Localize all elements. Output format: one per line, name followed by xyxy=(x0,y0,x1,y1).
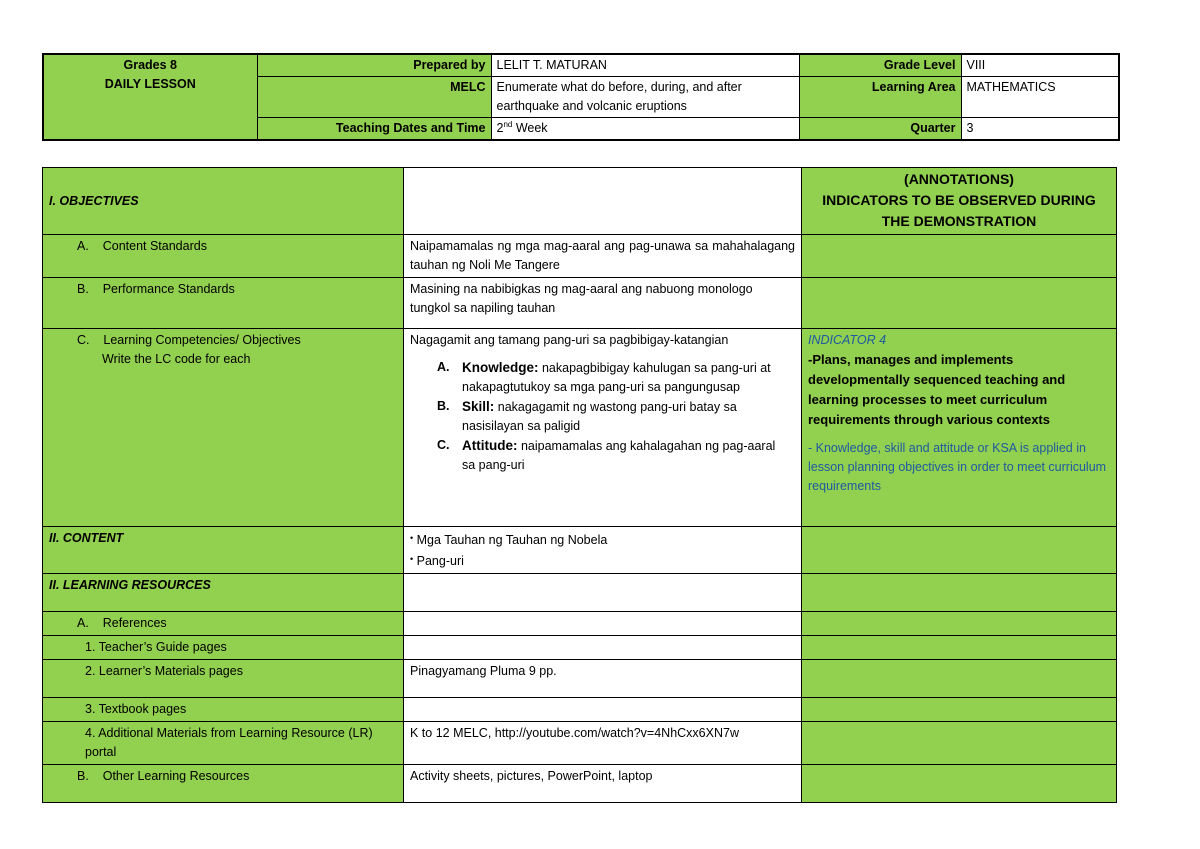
content-heading: II. CONTENT xyxy=(49,531,124,545)
grade-level-label: Grade Level xyxy=(799,54,961,77)
additional-materials-annotation xyxy=(802,722,1117,765)
quarter-label: Quarter xyxy=(799,118,961,141)
references-marker: A. xyxy=(77,616,89,630)
competencies-intro: Nagagamit ang tamang pang-uri sa pagbibigay-katangian xyxy=(410,333,729,347)
indicator-4-description: -Plans, manages and implements developmentally sequenced teaching and learning processes to meet curriculum requirements through various contexts xyxy=(808,352,1066,427)
performance-standards-label-cell xyxy=(43,278,404,329)
indicator-4-label: INDICATOR 4 xyxy=(808,333,887,347)
lesson-plan-table xyxy=(42,167,1117,803)
competencies-label: Learning Competencies/ Objectives xyxy=(103,333,301,347)
other-resources-label: Other Learning Resources xyxy=(102,769,250,783)
textbook-value xyxy=(404,698,802,722)
resources-heading-cell xyxy=(43,574,404,612)
ksa-marker: A. xyxy=(437,360,450,374)
header-table xyxy=(42,53,1120,141)
performance-standards-value: Masining na nabibigkas ng mag-aaral ang nabuong monologo tungkol sa napiling tauhan xyxy=(404,278,802,329)
other-resources-annotation xyxy=(802,765,1117,803)
textbook-label: 3. Textbook pages xyxy=(43,698,404,722)
indicator-4-note: - Knowledge, skill and attitude or KSA is applied in lesson planning objectives in order to meet curriculum requirements xyxy=(808,441,1107,493)
other-resources-marker: B. xyxy=(77,769,89,783)
content-standards-label-cell xyxy=(43,235,404,278)
annotations-heading-cell xyxy=(802,168,1117,235)
other-resources-label-cell xyxy=(43,765,404,803)
references-annotation xyxy=(802,612,1117,636)
content-value-cell xyxy=(404,527,802,574)
references-label-cell xyxy=(43,612,404,636)
additional-materials-label: 4. Additional Materials from Learning Resource (LR) portal xyxy=(43,722,404,765)
other-resources-value: Activity sheets, pictures, PowerPoint, laptop xyxy=(404,765,802,803)
learning-area-value: MATHEMATICS xyxy=(961,77,1119,118)
teaching-dates-value xyxy=(491,118,799,141)
teaching-dates-label: Teaching Dates and Time xyxy=(257,118,491,141)
ksa-item-knowledge xyxy=(410,358,789,397)
ksa-key: Attitude: xyxy=(462,438,518,453)
ksa-item-skill xyxy=(410,397,789,436)
learners-materials-value: Pinagyamang Pluma 9 pp. xyxy=(404,660,802,698)
melc-value: Enumerate what do before, during, and after earthquake and volcanic eruptions xyxy=(491,77,799,118)
competencies-label-cell xyxy=(43,329,404,527)
performance-standards-marker: B. xyxy=(77,282,89,296)
indicators-title: INDICATORS TO BE OBSERVED DURING THE DEMONSTRATION xyxy=(822,192,1096,229)
resources-heading: II. LEARNING RESOURCES xyxy=(49,578,211,592)
week-ordinal-suffix: nd xyxy=(503,119,513,129)
ksa-key: Skill: xyxy=(462,399,495,414)
school-title-cell xyxy=(43,54,257,140)
grade-level-value: VIII xyxy=(961,54,1119,77)
ksa-text: nakagagamit ng wastong pang-uri batay sa nasisilayan sa paligid xyxy=(462,400,737,433)
grade-title: Grades 8 xyxy=(123,58,177,72)
content-standards-label: Content Standards xyxy=(102,239,207,253)
objectives-heading: I. OBJECTIVES xyxy=(49,193,139,208)
competencies-marker: C. xyxy=(77,333,90,347)
ksa-item-attitude xyxy=(410,436,789,475)
prepared-by-label: Prepared by xyxy=(257,54,491,77)
daily-lesson-title: DAILY LESSON xyxy=(104,77,196,91)
content-bullet-item: • Pang-uri xyxy=(410,554,464,568)
ksa-text: naipamamalas ang kahalagahan ng pag-aaral sa pang-uri xyxy=(462,439,776,472)
content-annotation xyxy=(802,527,1117,574)
competencies-annotation-cell xyxy=(802,329,1117,527)
content-standards-marker: A. xyxy=(77,239,89,253)
objectives-blank-cell xyxy=(404,168,802,235)
content-standards-annotation xyxy=(802,235,1117,278)
content-standards-value: Naipamamalas ng mga mag-aaral ang pag-unawa sa mahahalagang tauhan ng Noli Me Tangere xyxy=(404,235,802,278)
ksa-marker: C. xyxy=(437,438,450,452)
content-heading-cell xyxy=(43,527,404,574)
references-label: References xyxy=(102,616,167,630)
quarter-value: 3 xyxy=(961,118,1119,141)
week-number: 2 xyxy=(496,121,504,135)
prepared-by-value: LELIT T. MATURAN xyxy=(491,54,799,77)
resources-annotation xyxy=(802,574,1117,612)
learners-materials-annotation xyxy=(802,660,1117,698)
competencies-value-cell xyxy=(404,329,802,527)
additional-materials-value: K to 12 MELC, http://youtube.com/watch?v=4NhCxx6XN7w xyxy=(404,722,802,765)
ksa-text: nakapagbibigay kahulugan sa pang-uri at nakapagtutukoy sa mga pang-uri sa pangungusap xyxy=(462,361,771,394)
week-word: Week xyxy=(512,121,548,135)
learning-area-label: Learning Area xyxy=(799,77,961,118)
teachers-guide-label: 1. Teacher’s Guide pages xyxy=(43,636,404,660)
performance-standards-annotation xyxy=(802,278,1117,329)
teachers-guide-value xyxy=(404,636,802,660)
resources-blank-cell xyxy=(404,574,802,612)
content-bullet-item: • Mga Tauhan ng Tauhan ng Nobela xyxy=(410,533,608,547)
ksa-key: Knowledge: xyxy=(462,360,539,375)
competencies-lc-code-note: Write the LC code for each xyxy=(102,352,251,366)
teachers-guide-annotation xyxy=(802,636,1117,660)
learners-materials-label: 2. Learner’s Materials pages xyxy=(43,660,404,698)
annotations-title: (ANNOTATIONS) xyxy=(904,171,1014,187)
performance-standards-label: Performance Standards xyxy=(102,282,235,296)
melc-label: MELC xyxy=(257,77,491,118)
textbook-annotation xyxy=(802,698,1117,722)
objectives-heading-cell xyxy=(43,168,404,235)
ksa-marker: B. xyxy=(437,399,450,413)
references-value xyxy=(404,612,802,636)
